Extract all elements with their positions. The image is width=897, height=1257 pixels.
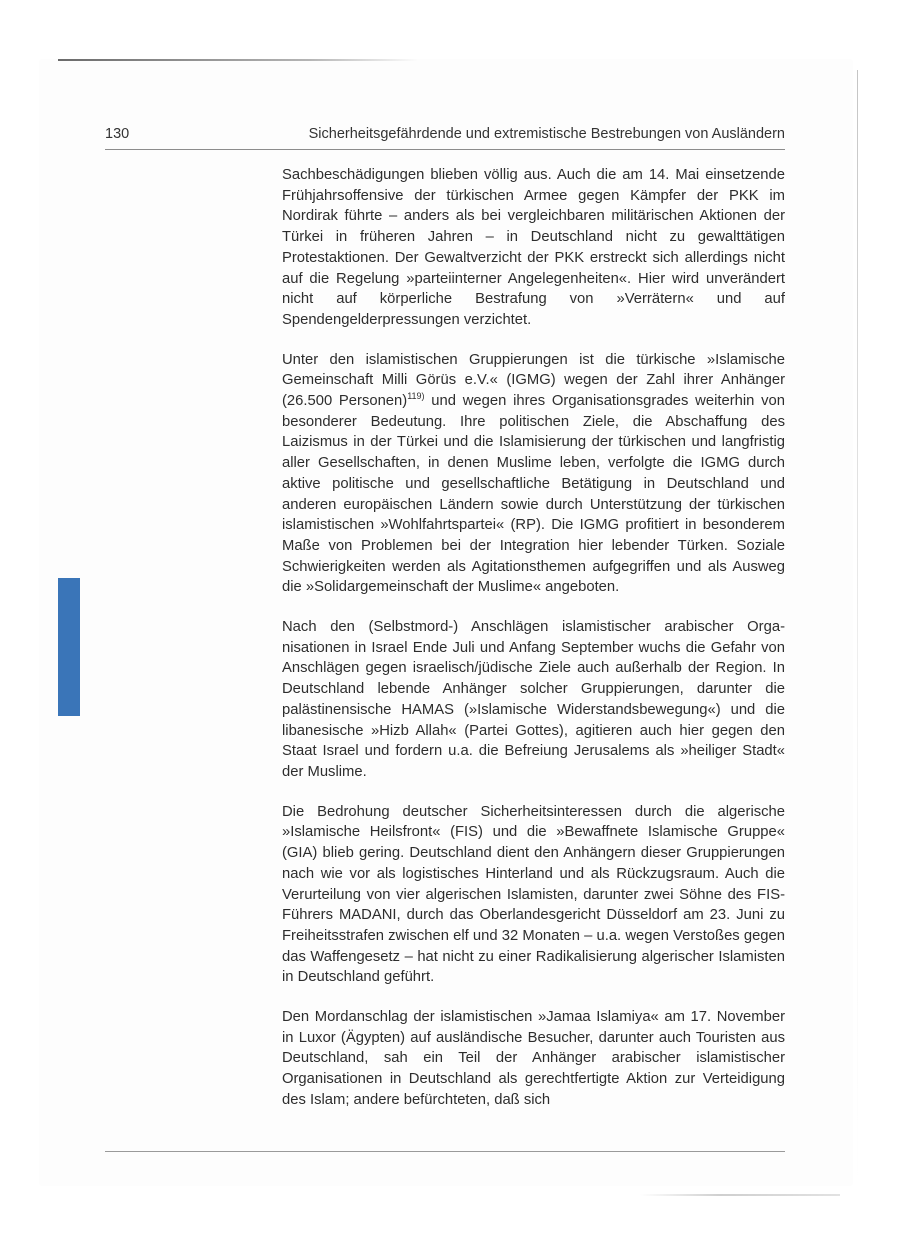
paragraph-2-text-before: Unter den islamistischen Gruppierungen ist die türkische »Islamische Gemeinschaft Milli Görüs e.V.« (IGMG) wegen der Zahl ihrer Anhänger (26.500 Personen) <box>282 351 785 410</box>
paragraph-1: Sachbeschädigungen blieben völlig aus. Auch die am 14. Mai einsetzende Frühjahrsoffensive der türkischen Armee gegen Kämpfer der PKK im Nordirak führte – anders als bei vergleichbaren militärischen Aktionen der Türkei in früheren Jahren – in Deutschland nicht zu gewalttätigen Protestaktionen. Der Gewaltverzicht der PKK erstreckt sich allerdings nicht auf die Regelung »parteiinterner Angelegenheiten«. Hier wird unverändert nicht auf körperliche Bestrafung von »Verrätern« und auf Spendengelderpressungen verzichtet. <box>282 167 785 328</box>
chapter-marker <box>58 578 80 716</box>
page-number: 130 <box>105 126 130 142</box>
running-head: Sicherheitsgefährdende und extremistische Bestrebungen von Ausländern <box>308 126 785 142</box>
page-header <box>105 124 785 148</box>
page-bottom-edge <box>640 1194 840 1196</box>
page-right-edge <box>857 70 858 1190</box>
footnote-reference[interactable]: 119) <box>407 391 425 402</box>
body-text <box>282 165 785 1130</box>
page-top-edge <box>58 59 418 61</box>
paragraph-3: Nach den (Selbstmord-) Anschlägen islamistischer arabischer Organisationen in Israel Ende Juli und Anfang September wuchs die Gefahr von Anschlägen gegen israelisch/jüdische Ziele auch außerhalb der Region. In Deutschland lebende Anhänger solcher Gruppierungen, darunter die palästinensische HAMAS (»Islamische Widerstandsbewegung«) und die libanesische »Hizb Allah« (Partei Gottes), agitieren auch hier gegen den Staat Israel und fordern u.a. die Befreiung Jerusalems als »heiliger Stadt« der Muslime. <box>282 619 785 780</box>
header-rule <box>105 149 785 150</box>
footer-rule <box>105 1151 785 1152</box>
paragraph-2-text-after: und wegen ihres Organisationsgrades weiterhin von besonderer Bedeutung. Ihre politischen Ziele, die Abschaffung des Laizismus in der Türkei und die Islamisierung der türkischen und langfristig aller Gesellschaften, in denen Muslime leben, verfolgte die IGMG durch aktive politische und gesellschaftliche Betätigung in Deutschland und anderen europäischen Ländern sowie durch Unterstützung der türkischen islamistischen »Wohlfahrtspartei« (RP). Die IGMG profitiert in besonderem Maße von Problemen bei der Integration hier lebender Türken. Soziale Schwierigkeiten werden als Agitationsthemen aufgegriffen und als Ausweg die »Solidargemeinschaft der Muslime« angeboten. <box>282 393 785 596</box>
paragraph-2 <box>282 350 785 598</box>
paragraph-5: Den Mordanschlag der islamistischen »Jamaa Islamiya« am 17. November in Luxor (Ägypten) auf ausländische Besucher, darunter auch Touristen aus Deutschland, sah ein Teil der Anhänger arabischer islamistischer Organisationen in Deutschland als gerechtfertigte Aktion zur Verteidigung des Islam; andere befürchteten, daß sich <box>282 1009 785 1108</box>
paragraph-4: Die Bedrohung deutscher Sicherheitsinteressen durch die algerische »Islamische Heilsfront« (FIS) und die »Bewaffnete Islamische Gruppe« (GIA) blieb gering. Deutschland dient den Anhängern dieser Gruppierungen nach wie vor als logistisches Hinterland und als Rückzugsraum. Auch die Verurteilung von vier algerischen Islamisten, darunter zwei Söhne des FIS-Führers MADANI, durch das Oberlandesgericht Düsseldorf am 23. Juni zu Freiheitsstrafen zwischen elf und 32 Monaten – u.a. wegen Verstoßes gegen das Waffengesetz – hat nicht zu einer Radikalisierung algerischer Islamisten in Deutschland geführt. <box>282 803 785 986</box>
